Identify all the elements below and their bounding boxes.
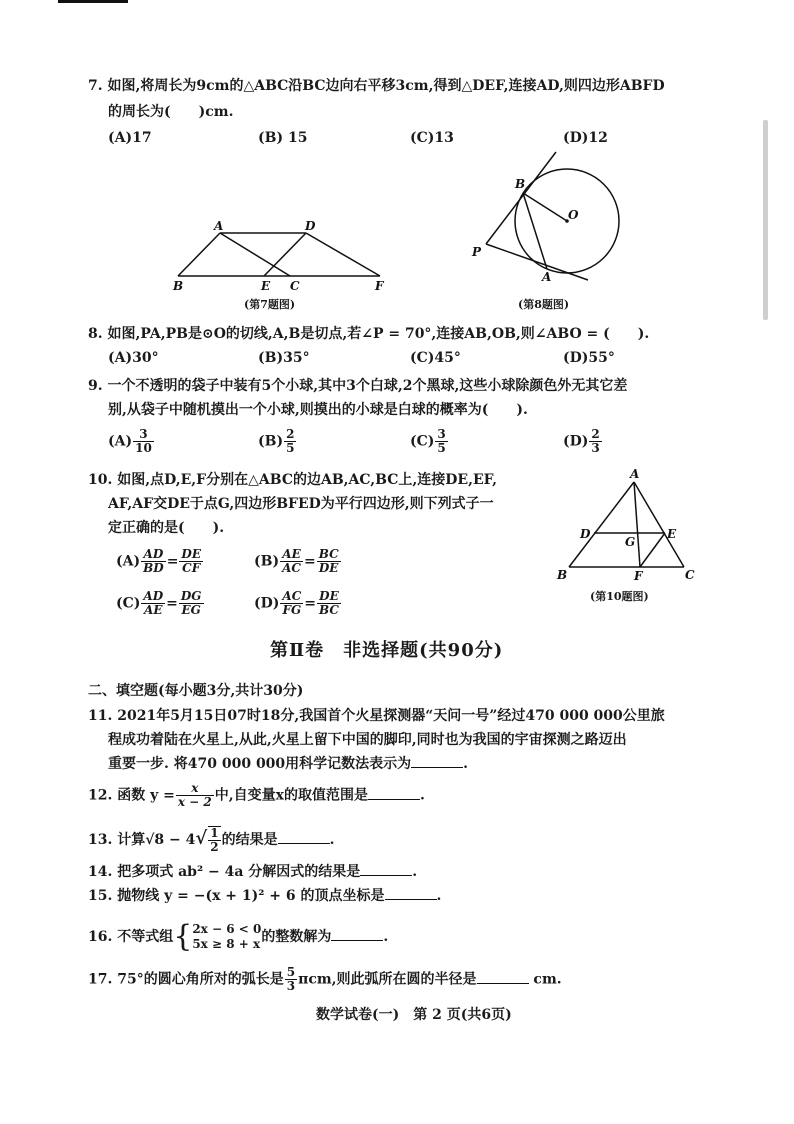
fig7-line-ab [178, 233, 220, 276]
fig7-line-df [306, 233, 380, 276]
q8-option-a: (A)30° [108, 350, 159, 366]
fig7-label-b: B [173, 279, 184, 293]
q16: 16. 不等式组{ 2x − 6 < 0 5x ≥ 8 + x 的整数解为 . [88, 919, 389, 954]
fig10-caption: (第10题图) [590, 590, 649, 603]
fig10-line-ef [640, 533, 665, 567]
figure-10 [569, 482, 684, 567]
q8-line1: 8. 如图,PA,PB是⊙O的切线,A,B是切点,若∠P = 70°,连接AB,OB,则∠ABO = ( ). [88, 326, 650, 342]
q13-answer-blank[interactable] [278, 829, 330, 844]
q8-option-b: (B)35° [258, 350, 310, 366]
q9-option-d: (D) $\frac{2}{3}$ [563, 427, 600, 455]
q10-option-a: (A) $\frac{AD}{BD}$ = $\frac{DE}{CF}$ [116, 547, 201, 575]
q7-line2: 的周长为( )cm. [108, 104, 234, 120]
fig8-tangent-pb [486, 152, 556, 244]
fig7-line-ac [220, 233, 290, 276]
q10-line2: AF,AF交DE于点G,四边形BFED为平行四边形,则下列式子一 [108, 496, 494, 512]
q7-option-d: (D)12 [563, 130, 608, 146]
q13: 13. 计算√8 − 4√ $\frac{1}{2}$ 的结果是 . [88, 826, 335, 854]
q14-answer-blank[interactable] [360, 861, 412, 876]
q15: 15. 抛物线 y = −(x + 1)² + 6 的顶点坐标是 . [88, 884, 441, 908]
part2-heading: 第Ⅱ卷 非选择题(共90分) [270, 640, 504, 661]
q11-answer-blank[interactable] [411, 753, 463, 768]
q11-line1: 11. 2021年5月15日07时18分,我国首个火星探测器“天问一号”经过470 000 000公里旅 [88, 708, 665, 724]
fig7-line-de [264, 233, 306, 276]
q12-answer-blank[interactable] [368, 785, 420, 800]
fig8-tangent-pa [486, 244, 588, 280]
q9-option-a: (A) $\frac{3}{10}$ [108, 427, 152, 455]
fig7-label-f: F [375, 279, 384, 293]
q9-option-b: (B) $\frac{2}{5}$ [258, 427, 295, 455]
fig8-label-a: A [542, 270, 552, 284]
q9-option-c: (C) $\frac{3}{5}$ [410, 427, 446, 455]
q17-answer-blank[interactable] [477, 969, 529, 984]
q7-option-b: (B) 15 [258, 130, 308, 146]
q15-answer-blank[interactable] [385, 885, 437, 900]
fig10-label-f: F [634, 569, 643, 583]
fig8-caption: (第8题图) [518, 298, 570, 311]
q12: 12. 函数 y = $\frac{x}{x - 2}$ 中,自变量x的取值范围是 . [88, 781, 425, 809]
fig7-caption: (第7题图) [244, 298, 296, 311]
section2-title: 二、填空题(每小题3分,共计30分) [88, 683, 304, 699]
fig10-line-af [634, 482, 640, 567]
fig10-label-a: A [630, 467, 640, 481]
q11-line3: 重要一步. 将470 000 000用科学记数法表示为 . [108, 752, 468, 776]
q7-line1: 7. 如图,将周长为9cm的△ABC沿BC边向右平移3cm,得到△DEF,连接AD,则四边形ABFD [88, 78, 665, 94]
fig10-label-d: D [580, 527, 591, 541]
q7-option-c: (C)13 [410, 130, 454, 146]
figure-8 [486, 152, 619, 280]
q10-option-b: (B) $\frac{AE}{AC}$ = $\frac{BC}{DE}$ [254, 547, 339, 575]
sqrt-icon: √ [195, 828, 208, 849]
fig7-label-d: D [305, 219, 316, 233]
fig8-label-p: P [472, 245, 482, 259]
fig8-label-b: B [515, 177, 526, 191]
q16-answer-blank[interactable] [331, 926, 383, 941]
q8-option-d: (D)55° [563, 350, 615, 366]
q7-option-a: (A)17 [108, 130, 152, 146]
fig10-line-ab [569, 482, 634, 567]
q9-line2: 别,从袋子中随机摸出一个小球,则摸出的小球是白球的概率为( ). [108, 402, 528, 418]
fig10-label-e: E [667, 527, 677, 541]
q17: 17. 75°的圆心角所对的弧长是 $\frac{5}{3}$ πcm,则此弧所在圆的半径是 cm. [88, 965, 562, 993]
q10-line1: 10. 如图,点D,E,F分别在△ABC的边AB,AC,BC上,连接DE,EF, [88, 472, 498, 488]
fig7-label-c: C [290, 279, 300, 293]
q9-line1: 9. 一个不透明的袋子中装有5个小球,其中3个白球,2个黑球,这些小球除颜色外无其它差 [88, 378, 628, 394]
fig10-label-c: C [685, 568, 695, 582]
brace-icon: { [173, 919, 193, 954]
figure-7 [178, 233, 380, 276]
q10-line3: 定正确的是( ). [108, 520, 225, 536]
fig10-line-ac [634, 482, 684, 567]
q11-line2: 程成功着陆在火星上,从此,火星上留下中国的脚印,同时也为我国的宇宙探测之路迈出 [108, 732, 627, 748]
fig10-label-g: G [625, 535, 636, 549]
fig8-line-bo [523, 193, 567, 221]
q8-option-c: (C)45° [410, 350, 461, 366]
q14: 14. 把多项式 ab² − 4a 分解因式的结果是 . [88, 860, 417, 884]
fig7-label-a: A [214, 219, 224, 233]
page-footer: 数学试卷(一) 第 2 页(共6页) [316, 1007, 512, 1023]
q10-option-c: (C) $\frac{AD}{AE}$ = $\frac{DG}{EG}$ [116, 589, 202, 617]
fig10-label-b: B [557, 568, 568, 582]
fig8-label-o: O [568, 208, 579, 222]
fig7-label-e: E [261, 279, 271, 293]
q10-option-d: (D) $\frac{AC}{FG}$ = $\frac{DE}{BC}$ [254, 589, 339, 617]
